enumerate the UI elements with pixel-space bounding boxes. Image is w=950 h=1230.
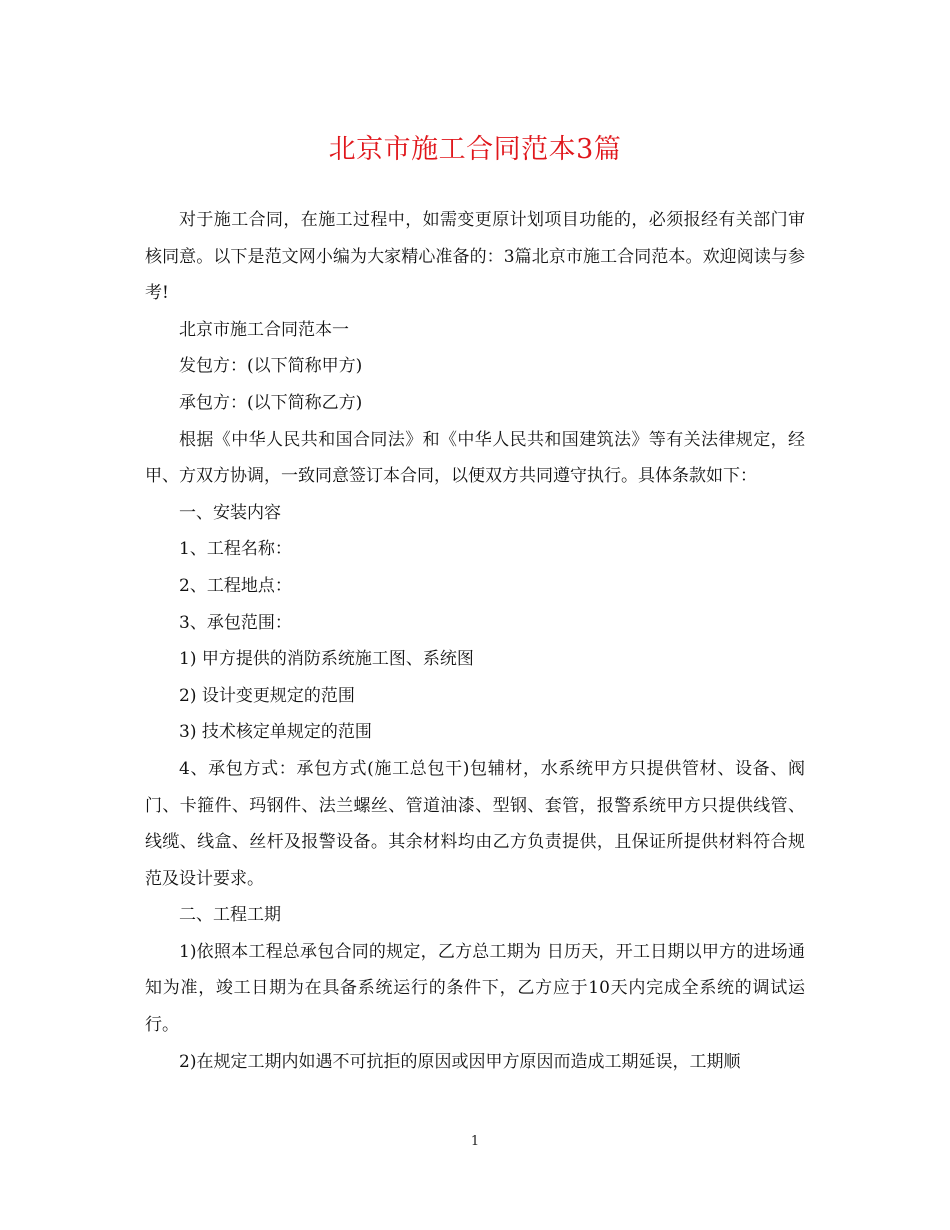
party-b-line: 承包方：(以下简称乙方) bbox=[179, 392, 363, 413]
document-title: 北京市施工合同范本3篇 bbox=[328, 134, 622, 165]
clause-contract-scope: 3、承包范围： bbox=[179, 612, 292, 633]
scope-item-3: 3) 技术核定单规定的范围 bbox=[179, 722, 372, 743]
page-number: 1 bbox=[470, 1134, 480, 1149]
section-heading-schedule: 二、工程工期 bbox=[179, 905, 281, 926]
party-a-line: 发包方：(以下简称甲方) bbox=[179, 356, 363, 377]
section-heading-contract-one: 北京市施工合同范本一 bbox=[179, 319, 349, 340]
schedule-clause-1: 1)依照本工程总承包合同的规定，乙方总工期为 日历天，开工日期以甲方的进场通知为准，竣工日期为在具备系统运行的条件下，乙方应于10天内完成全系统的调试运行。 bbox=[145, 941, 805, 1036]
clause-project-location: 2、工程地点： bbox=[179, 575, 292, 596]
clause-contract-method: 4、承包方式：承包方式(施工总包干)包辅材，水系统甲方只提供管材、设备、阀门、卡箍件、玛钢件、法兰螺丝、管道油漆、型钢、套管，报警系统甲方只提供线管、线缆、线盒、丝杆及报警设备。其余材料均由乙方负责提供，且保证所提供材料符合规范及设计要求。 bbox=[145, 758, 805, 889]
section-heading-installation: 一、安装内容 bbox=[179, 502, 281, 523]
document-body bbox=[145, 202, 805, 1080]
schedule-clause-2: 2)在规定工期内如遇不可抗拒的原因或因甲方原因而造成工期延误，工期顺 bbox=[179, 1051, 741, 1072]
clause-project-name: 1、工程名称： bbox=[179, 539, 292, 560]
legal-basis-paragraph: 根据《中华人民共和国合同法》和《中华人民共和国建筑法》等有关法律规定，经甲、方双方协调，一致同意签订本合同，以便双方共同遵守执行。具体条款如下： bbox=[145, 429, 805, 487]
intro-paragraph: 对于施工合同，在施工过程中，如需变更原计划项目功能的，必须报经有关部门审核同意。以下是范文网小编为大家精心准备的：3篇北京市施工合同范本。欢迎阅读与参考! bbox=[145, 210, 805, 304]
scope-item-2: 2) 设计变更规定的范围 bbox=[179, 685, 355, 706]
scope-item-1: 1) 甲方提供的消防系统施工图、系统图 bbox=[179, 649, 474, 670]
